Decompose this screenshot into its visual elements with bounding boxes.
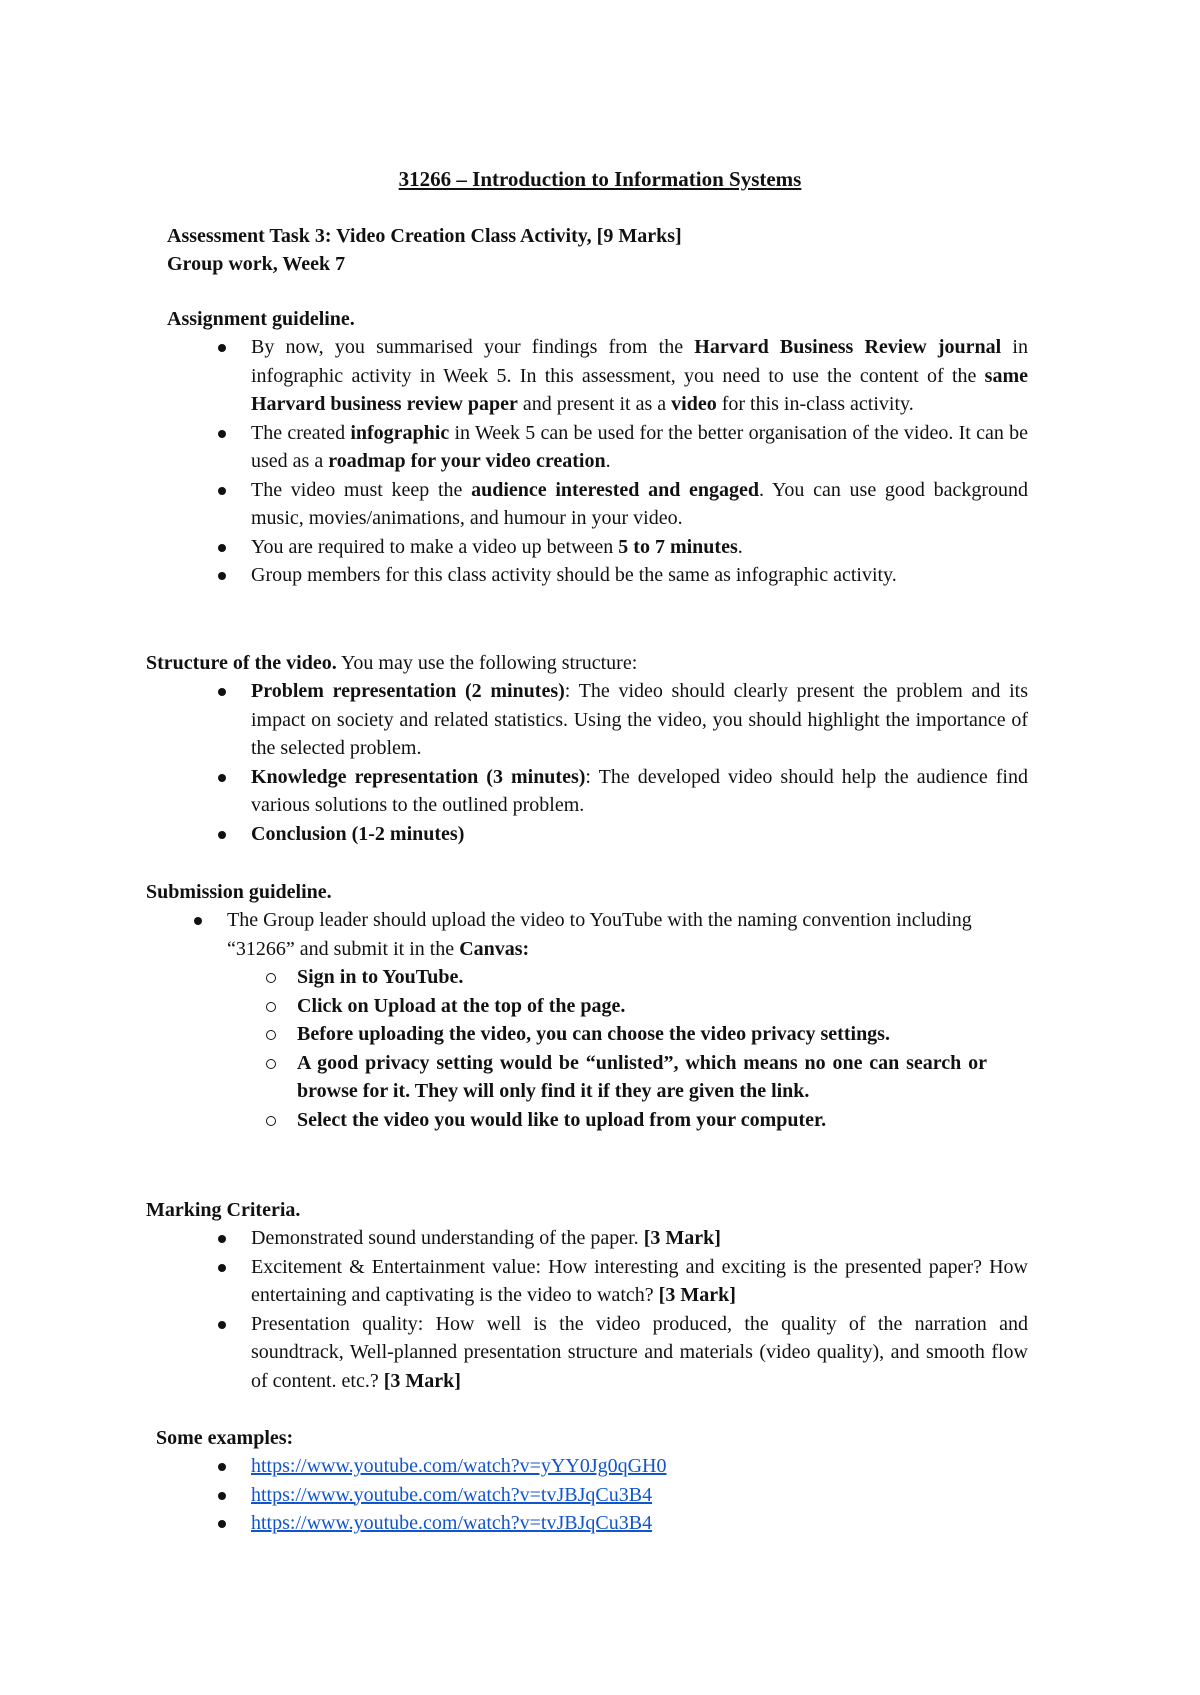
marking-heading: Marking Criteria. <box>146 1199 301 1221</box>
assignment-section <box>167 305 1062 590</box>
list-item <box>218 333 1028 419</box>
marking-section <box>146 1196 1062 1395</box>
list-item <box>218 1452 918 1481</box>
bold-text: 5 to 7 minutes <box>618 535 738 558</box>
submission-steps <box>262 963 987 1134</box>
body-text: Presentation quality: How well is the video produced, the quality of the narration and soundtrack, Well-planned presentation structure and materials (video quality), and smooth flow of content. etc.? <box>251 1312 1028 1392</box>
document-title: 31266 – Introduction to Information Systems <box>398 167 802 191</box>
body-text: . <box>737 535 743 558</box>
body-text: By now, you summarised your findings from the <box>251 336 695 358</box>
submission-heading: Submission guideline. <box>146 881 332 903</box>
task-header <box>167 222 682 278</box>
body-text: Group members for this class activity should be the same as infographic activity. <box>251 564 897 586</box>
list-item <box>218 677 1028 763</box>
bold-text: [3 Mark] <box>383 1369 461 1392</box>
examples-list <box>218 1452 918 1538</box>
body-text: The Group leader should upload the video to YouTube with the naming convention including “31266” and submit it in the <box>227 909 972 960</box>
step-item: A good privacy setting would be “unlisted”, which means no one can search or browse for it. They will only find it if they are given the link. <box>262 1049 987 1106</box>
list-item <box>218 561 1028 590</box>
list-item <box>218 1481 918 1510</box>
bold-text: infographic <box>350 421 450 444</box>
submission-list <box>194 906 1014 963</box>
body-text: . <box>605 450 611 472</box>
bold-text: same Harvard business review paper <box>251 364 1028 415</box>
body-text: : The developed video should help the audience find various solutions to the outlined problem. <box>251 765 1028 816</box>
bold-text: Conclusion (1-2 minutes) <box>251 822 465 845</box>
step-item: Select the video you would like to upload from your computer. <box>262 1106 987 1135</box>
assignment-list <box>218 333 1028 590</box>
list-item <box>218 820 1028 849</box>
examples-heading: Some examples: <box>156 1427 294 1449</box>
structure-heading: Structure of the video. <box>146 652 337 674</box>
step-item: Click on Upload at the top of the page. <box>262 992 987 1021</box>
list-item <box>218 1509 918 1538</box>
examples-section <box>156 1424 1062 1538</box>
body-text: You are required to make a video up between <box>251 535 619 558</box>
body-text: The created <box>251 421 351 444</box>
bold-text: roadmap for your video creation <box>328 450 606 472</box>
body-text: and present it as a <box>517 393 672 415</box>
body-text: . You can use good background music, movies/animations, and humour in your video. <box>251 478 1028 529</box>
bold-text: [3 Mark] <box>643 1227 721 1249</box>
structure-list <box>218 677 1028 848</box>
submission-section <box>146 878 1062 1134</box>
list-item <box>218 476 1028 533</box>
bold-text: video <box>671 393 717 415</box>
body-text: Excitement & Entertainment value: How interesting and exciting is the presented paper? How entertaining and captivating is the video to watch? <box>251 1255 1028 1306</box>
task-subtitle: Group work, Week 7 <box>167 253 346 275</box>
step-item: Before uploading the video, you can choose the video privacy settings. <box>262 1020 987 1049</box>
body-text: for this in-class activity. <box>716 393 914 415</box>
body-text: Demonstrated sound understanding of the paper. <box>251 1227 644 1249</box>
list-item <box>218 533 1028 562</box>
marking-list <box>218 1224 1028 1395</box>
bold-text: Canvas: <box>459 937 530 960</box>
bold-text: [3 Mark] <box>658 1284 736 1306</box>
list-item <box>218 763 1028 820</box>
body-text: in infographic activity in Week 5. In this assessment, you need to use the content of the <box>251 336 1028 387</box>
bold-text: Problem representation (2 minutes) <box>251 680 565 702</box>
example-link[interactable]: https://www.youtube.com/watch?v=yYY0Jg0qGH0 <box>251 1455 667 1477</box>
list-item <box>218 1253 1028 1310</box>
structure-intro: You may use the following structure: <box>336 652 638 674</box>
structure-heading-line <box>146 649 1062 677</box>
bold-text: Knowledge representation (3 minutes) <box>251 765 586 788</box>
body-text: The video must keep the <box>251 478 472 501</box>
list-item <box>194 906 1014 963</box>
bold-text: audience interested and engaged <box>471 478 760 501</box>
step-item: Sign in to YouTube. <box>262 963 987 992</box>
list-item <box>218 419 1028 476</box>
body-text: : The video should clearly present the problem and its impact on society and related statistics. Using the video, you should highlight the importance of the selected problem. <box>251 680 1029 759</box>
bold-text: Harvard Business Review journal <box>694 336 1002 358</box>
list-item <box>218 1310 1028 1396</box>
structure-section <box>146 649 1062 848</box>
example-link[interactable]: https://www.youtube.com/watch?v=tvJBJqCu3B4 <box>251 1512 653 1534</box>
list-item <box>218 1224 1028 1253</box>
example-link[interactable]: https://www.youtube.com/watch?v=tvJBJqCu3B4 <box>251 1483 653 1506</box>
task-title: Assessment Task 3: Video Creation Class Activity, [9 Marks] <box>167 225 682 247</box>
body-text: in Week 5 can be used for the better organisation of the video. It can be used as a <box>251 421 1028 472</box>
assignment-heading: Assignment guideline. <box>167 308 355 330</box>
